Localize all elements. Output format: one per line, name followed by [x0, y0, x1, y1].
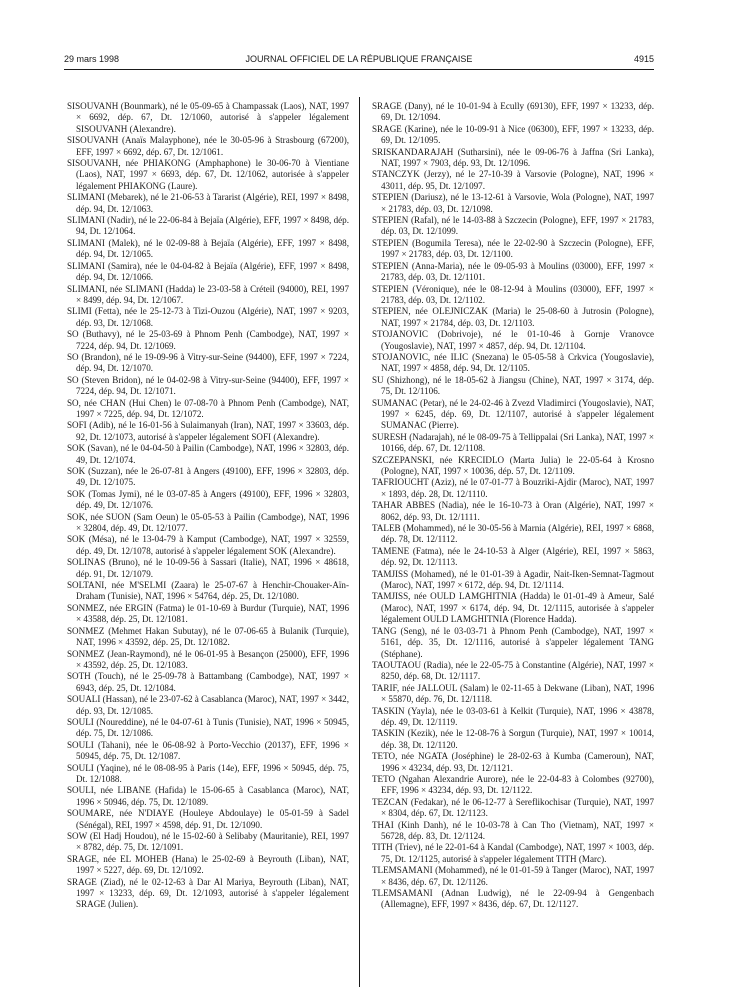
register-entry: STEPIEN (Bogumila Teresa), née le 22-02-90 à Szczecin (Pologne), EFF, 1997 × 21783, dép. 03, Dt. 12/1100.: [372, 237, 654, 260]
register-entry: SUMANAC (Petar), né le 24-02-46 à Zvezd Vladimirci (Yougoslavie), NAT, 1997 × 6245, dép. 69, Dt. 12/1107, autorisé à s'appeler légalement SUMANAC (Pierre).: [372, 397, 654, 431]
register-entry: SOK, née SUON (Sam Oeun) le 05-05-53 à Pailin (Cambodge), NAT, 1996 × 32804, dép. 49, Dt. 12/1077.: [67, 511, 349, 534]
register-entry: SLIMI (Fetta), née le 25-12-73 à Tizi-Ouzou (Algérie), NAT, 1997 × 9203, dép. 93, Dt. 12/1068.: [67, 306, 349, 328]
register-entry: SOTH (Touch), né le 25-09-78 à Battambang (Cambodge), NAT, 1997 × 6943, dép. 25, Dt. 12/1084.: [67, 671, 349, 693]
register-entry: STOJANOVIC (Dobrivoje), né le 01-10-46 à Gornje Vranovce (Yougoslavie), NAT, 1997 × 4857, dép. 94, Dt. 12/1104.: [372, 329, 654, 351]
register-entry: SO (Buthavy), né le 25-03-69 à Phnom Penh (Cambodge), NAT, 1997 × 7224, dép. 94, Dt. 12/1069.: [67, 329, 349, 351]
register-entry: SLIMANI (Malek), né le 02-09-88 à Bejaïa (Algérie), EFF, 1997 × 8498, dép. 94, Dt. 12/1065.: [67, 237, 349, 260]
register-entry: TALEB (Mohammed), né le 30-05-56 à Marnia (Algérie), REI, 1997 × 6868, dép. 78, Dt. 12/1112.: [372, 523, 654, 545]
register-entry: SOK (Mésa), né le 13-04-79 à Kamput (Cambodge), NAT, 1997 × 32559, dép. 49, Dt. 12/1078, autorisé à s'appeler légalement SOK (Alexandre).: [67, 534, 349, 556]
register-entry: SOULI (Noureddine), né le 04-07-61 à Tunis (Tunisie), NAT, 1996 × 50945, dép. 75, Dt. 12/1086.: [67, 716, 349, 739]
left-column: [67, 101, 349, 911]
register-entry: TAFRIOUCHT (Aziz), né le 07-01-77 à Bouzriki-Ajdir (Maroc), NAT, 1997 × 1893, dép. 28, Dt. 12/1110.: [372, 477, 654, 499]
register-entry: STEPIEN (Dariusz), né le 13-12-61 à Varsovie, Wola (Pologne), NAT, 1997 × 21783, dép. 03, Dt. 12/1098.: [372, 192, 654, 214]
header-date: 29 mars 1998: [64, 54, 120, 64]
register-entry: SOK (Savan), né le 04-04-50 à Pailin (Cambodge), NAT, 1996 × 32803, dép. 49, Dt. 12/1074.: [67, 443, 349, 465]
register-entry: SONMEZ (Mehmet Hakan Subutay), né le 07-06-65 à Bulanik (Turquie), NAT, 1996 × 43592, dép. 25, Dt. 12/1082.: [67, 625, 349, 648]
register-entry: SOUALI (Hassan), né le 23-07-62 à Casablanca (Maroc), NAT, 1997 × 3442, dép. 93, Dt. 12/1085.: [67, 694, 349, 716]
register-entry: STEPIEN (Rafal), né le 14-03-88 à Szczecin (Pologne), EFF, 1997 × 21783, dép. 03, Dt. 12/1099.: [372, 215, 654, 237]
register-entry: TAMJISS, née OULD LAMGHITNIA (Hadda) le 01-01-49 à Ameur, Salé (Maroc), NAT, 1997 × 6174, dép. 94, Dt. 12/1115, autorisée à s'appeler légalement OULD LAMGHITNIA (Florence Hadda).: [372, 591, 654, 625]
register-entry: SLIMANI (Mebarek), né le 21-06-53 à Tararist (Algérie), REI, 1997 × 8498, dép. 94, Dt. 12/1063.: [67, 192, 349, 214]
register-entry: SRAGE, née EL MOHEB (Hana) le 25-02-69 à Beyrouth (Liban), NAT, 1997 × 5227, dép. 69, Dt. 12/1092.: [67, 853, 349, 876]
register-entry: TITH (Triev), né le 22-01-64 à Kandal (Cambodge), NAT, 1997 × 1003, dép. 75, Dt. 12/1125, autorisé à s'appeler légalement TITH (Marc).: [372, 842, 654, 864]
register-entry: SLIMANI (Samira), née le 04-04-82 à Bejaïa (Algérie), EFF, 1997 × 8498, dép. 94, Dt. 12/1066.: [67, 260, 349, 283]
register-entry: SO, née CHAN (Hui Chen) le 07-08-70 à Phnom Penh (Cambodge), NAT, 1997 × 7225, dép. 94, Dt. 12/1072.: [67, 397, 349, 419]
register-entry: SO (Steven Bridon), né le 04-02-98 à Vitry-sur-Seine (94400), EFF, 1997 × 7224, dép. 94, Dt. 12/1071.: [67, 374, 349, 397]
register-entry: TAMJISS (Mohamed), né le 01-01-39 à Agadir, Nait-Iken-Semnat-Tagmout (Maroc), NAT, 1997 × 6172, dép. 94, Dt. 12/1114.: [372, 568, 654, 591]
register-entry: SOULI, née LIBANE (Hafida) le 15-06-65 à Casablanca (Maroc), NAT, 1996 × 50946, dép. 75, Dt. 12/1089.: [67, 785, 349, 807]
register-entry: SRAGE (Dany), né le 10-01-94 à Ecully (69130), EFF, 1997 × 13233, dép. 69, Dt. 12/1094.: [372, 101, 654, 123]
right-column: [372, 101, 654, 911]
register-entry: SISOUVANH (Anaïs Malayphone), née le 30-05-96 à Strasbourg (67200), EFF, 1997 × 6692, dép. 67, Dt. 12/1061.: [67, 135, 349, 157]
register-entry: SISOUVANH, née PHIAKONG (Amphaphone) le 30-06-70 à Vientiane (Laos), NAT, 1997 × 6693, dép. 67, Dt. 12/1062, autorisée à s'appeler légalement PHIAKONG (Laure).: [67, 158, 349, 191]
register-entry: THAI (Kinh Danh), né le 10-03-78 à Can Tho (Vietnam), NAT, 1997 × 56728, dép. 83, Dt. 12/1124.: [372, 819, 654, 841]
register-entry: SLIMANI (Nadir), né le 22-06-84 à Bejaïa (Algérie), EFF, 1997 × 8498, dép. 94, Dt. 12/1064.: [67, 215, 349, 237]
register-entry: STEPIEN, née OLEJNICZAK (Maria) le 25-08-60 à Jutrosin (Pologne), NAT, 1997 × 21784, dép. 03, Dt. 12/1103.: [372, 306, 654, 328]
register-entry: SOFI (Adib), né le 16-01-56 à Sulaimanyah (Iran), NAT, 1997 × 33603, dép. 92, Dt. 12/1073, autorisé à s'appeler légalement SOFI (Alexandre).: [67, 420, 349, 442]
page-header: [64, 54, 654, 68]
column-divider: [359, 97, 360, 987]
register-entry: SOULI (Yaqine), né le 08-08-95 à Paris (14e), EFF, 1996 × 50945, dép. 75, Dt. 12/1088.: [67, 762, 349, 784]
register-entry: SOULI (Tahani), née le 06-08-92 à Porto-Vecchio (20137), EFF, 1996 × 50945, dép. 75, Dt. 12/1087.: [67, 739, 349, 762]
register-entry: STANCZYK (Jerzy), né le 27-10-39 à Varsovie (Pologne), NAT, 1996 × 43011, dép. 95, Dt. 12/1097.: [372, 169, 654, 191]
register-entry: SZCZEPANSKI, née KRECIDLO (Marta Julia) le 22-05-64 à Krosno (Pologne), NAT, 1997 × 10036, dép. 57, Dt. 12/1109.: [372, 454, 654, 476]
register-entry: SOUMARE, née N'DIAYE (Houleye Abdoulaye) le 05-01-59 à Sadel (Sénégal), REI, 1997 × 4598, dép. 91, Dt. 12/1090.: [67, 808, 349, 830]
register-entry: SOK (Tomas Jymi), né le 03-07-85 à Angers (49100), EFF, 1996 × 32803, dép. 49, Dt. 12/1076.: [67, 488, 349, 511]
register-entry: SISOUVANH (Bounmark), né le 05-09-65 à Champassak (Laos), NAT, 1997 × 6692, dép. 67, Dt. 12/1060, autorisé à s'appeler légalement SISOUVANH (Alexandre).: [67, 101, 349, 134]
register-entry: SLIMANI, née SLIMANI (Hadda) le 23-03-58 à Créteil (94000), REI, 1997 × 8499, dép. 94, Dt. 12/1067.: [67, 283, 349, 305]
page-number: 4915: [633, 54, 654, 64]
register-entry: TAHAR ABBES (Nadia), née le 16-10-73 à Oran (Algérie), NAT, 1997 × 8062, dép. 93, Dt. 12/1111.: [372, 500, 654, 522]
register-entry: SO (Brandon), né le 19-09-96 à Vitry-sur-Seine (94400), EFF, 1997 × 7224, dép. 94, Dt. 12/1070.: [67, 351, 349, 374]
register-entry: SOLTANI, née M'SELMI (Zaara) le 25-07-67 à Henchir-Chouaker-Aïn-Draham (Tunisie), NAT, 1996 × 54764, dép. 25, Dt. 12/1080.: [67, 580, 349, 602]
register-entry: TETO (Ngahan Alexandrie Aurore), née le 22-04-83 à Colombes (92700), EFF, 1996 × 43234, dép. 93, Dt. 12/1122.: [372, 773, 654, 796]
register-entry: TLEMSAMANI (Adnan Ludwig), né le 22-09-94 à Gengenbach (Allemagne), EFF, 1997 × 8436, dép. 67, Dt. 12/1127.: [372, 888, 654, 910]
journal-title: JOURNAL OFFICIEL DE LA RÉPUBLIQUE FRANÇAISE: [245, 54, 473, 64]
register-entry: SRISKANDARAJAH (Sutharsini), née le 09-06-76 à Jaffna (Sri Lanka), NAT, 1997 × 7903, dép. 93, Dt. 12/1096.: [372, 146, 654, 169]
register-entry: SOK (Suzzan), née le 26-07-81 à Angers (49100), EFF, 1996 × 32803, dép. 49, Dt. 12/1075.: [67, 466, 349, 488]
register-entry: STEPIEN (Véronique), née le 08-12-94 à Moulins (03000), EFF, 1997 × 21783, dép. 03, Dt. 12/1102.: [372, 283, 654, 305]
register-entry: SONMEZ, née ERGIN (Fatma) le 01-10-69 à Burdur (Turquie), NAT, 1996 × 43588, dép. 25, Dt. 12/1081.: [67, 602, 349, 625]
register-entry: TASKIN (Kezik), née le 12-08-76 à Sorgun (Turquie), NAT, 1997 × 10014, dép. 38, Dt. 12/1120.: [372, 728, 654, 750]
register-entry: SONMEZ (Jean-Raymond), né le 06-01-95 à Besançon (25000), EFF, 1996 × 43592, dép. 25, Dt. 12/1083.: [67, 648, 349, 670]
register-entry: SURESH (Nadarajah), né le 08-09-75 à Tellippalai (Sri Lanka), NAT, 1997 × 10166, dép. 67, Dt. 12/1108.: [372, 431, 654, 454]
register-entry: TAMENE (Fatma), née le 24-10-53 à Alger (Algérie), REI, 1997 × 5863, dép. 92, Dt. 12/1113.: [372, 545, 654, 568]
register-entry: TETO, née NGATA (Joséphine) le 28-02-63 à Kumba (Cameroun), NAT, 1996 × 43234, dép. 93, Dt. 12/1121.: [372, 751, 654, 773]
header-rule: [64, 69, 654, 70]
register-entry: SRAGE (Ziad), né le 02-12-63 à Dar Al Mariya, Beyrouth (Liban), NAT, 1997 × 13233, dép. 69, Dt. 12/1093, autorisé à s'appeler légalement SRAGE (Julien).: [67, 876, 349, 910]
register-entry: SU (Shizhong), né le 18-05-62 à Jiangsu (Chine), NAT, 1997 × 3174, dép. 75, Dt. 12/1106.: [372, 374, 654, 397]
register-entry: SRAGE (Karine), née le 10-09-91 à Nice (06300), EFF, 1997 × 13233, dép. 69, Dt. 12/1095.: [372, 123, 654, 146]
register-entry: TASKIN (Yayla), née le 03-03-61 à Kelkit (Turquie), NAT, 1996 × 43878, dép. 49, Dt. 12/1119.: [372, 705, 654, 727]
register-entry: TANG (Seng), né le 03-03-71 à Phnom Penh (Cambodge), NAT, 1997 × 5161, dép. 35, Dt. 12/1116, autorisé à s'appeler légalement TANG (Stéphane).: [372, 625, 654, 659]
register-entry: TEZCAN (Fedakar), né le 06-12-77 à Sereflikochisar (Turquie), NAT, 1997 × 8304, dép. 67, Dt. 12/1123.: [372, 796, 654, 819]
register-entry: TAOUTAOU (Radia), née le 22-05-75 à Constantine (Algérie), NAT, 1997 × 8250, dép. 68, Dt. 12/1117.: [372, 659, 654, 682]
register-entry: STOJANOVIC, née ILIC (Snezana) le 05-05-58 à Crkvica (Yougoslavie), NAT, 1997 × 4858, dép. 94, Dt. 12/1105.: [372, 351, 654, 374]
register-entry: STEPIEN (Anna-Maria), née le 09-05-93 à Moulins (03000), EFF, 1997 × 21783, dép. 03, Dt. 12/1101.: [372, 260, 654, 283]
register-entry: SOLINAS (Bruno), né le 10-09-56 à Sassari (Italie), NAT, 1996 × 48618, dép. 91, Dt. 12/1079.: [67, 557, 349, 579]
register-entry: SOW (El Hadj Houdou), né le 15-02-60 à Selibaby (Mauritanie), REI, 1997 × 8782, dép. 75, Dt. 12/1091.: [67, 831, 349, 853]
register-entry: TLEMSAMANI (Mohammed), né le 01-01-59 à Tanger (Maroc), NAT, 1997 × 8436, dép. 67, Dt. 12/1126.: [372, 865, 654, 887]
register-entry: TARIF, née JALLOUL (Salam) le 02-11-65 à Dekwane (Liban), NAT, 1996 × 55870, dép. 76, Dt. 12/1118.: [372, 682, 654, 705]
